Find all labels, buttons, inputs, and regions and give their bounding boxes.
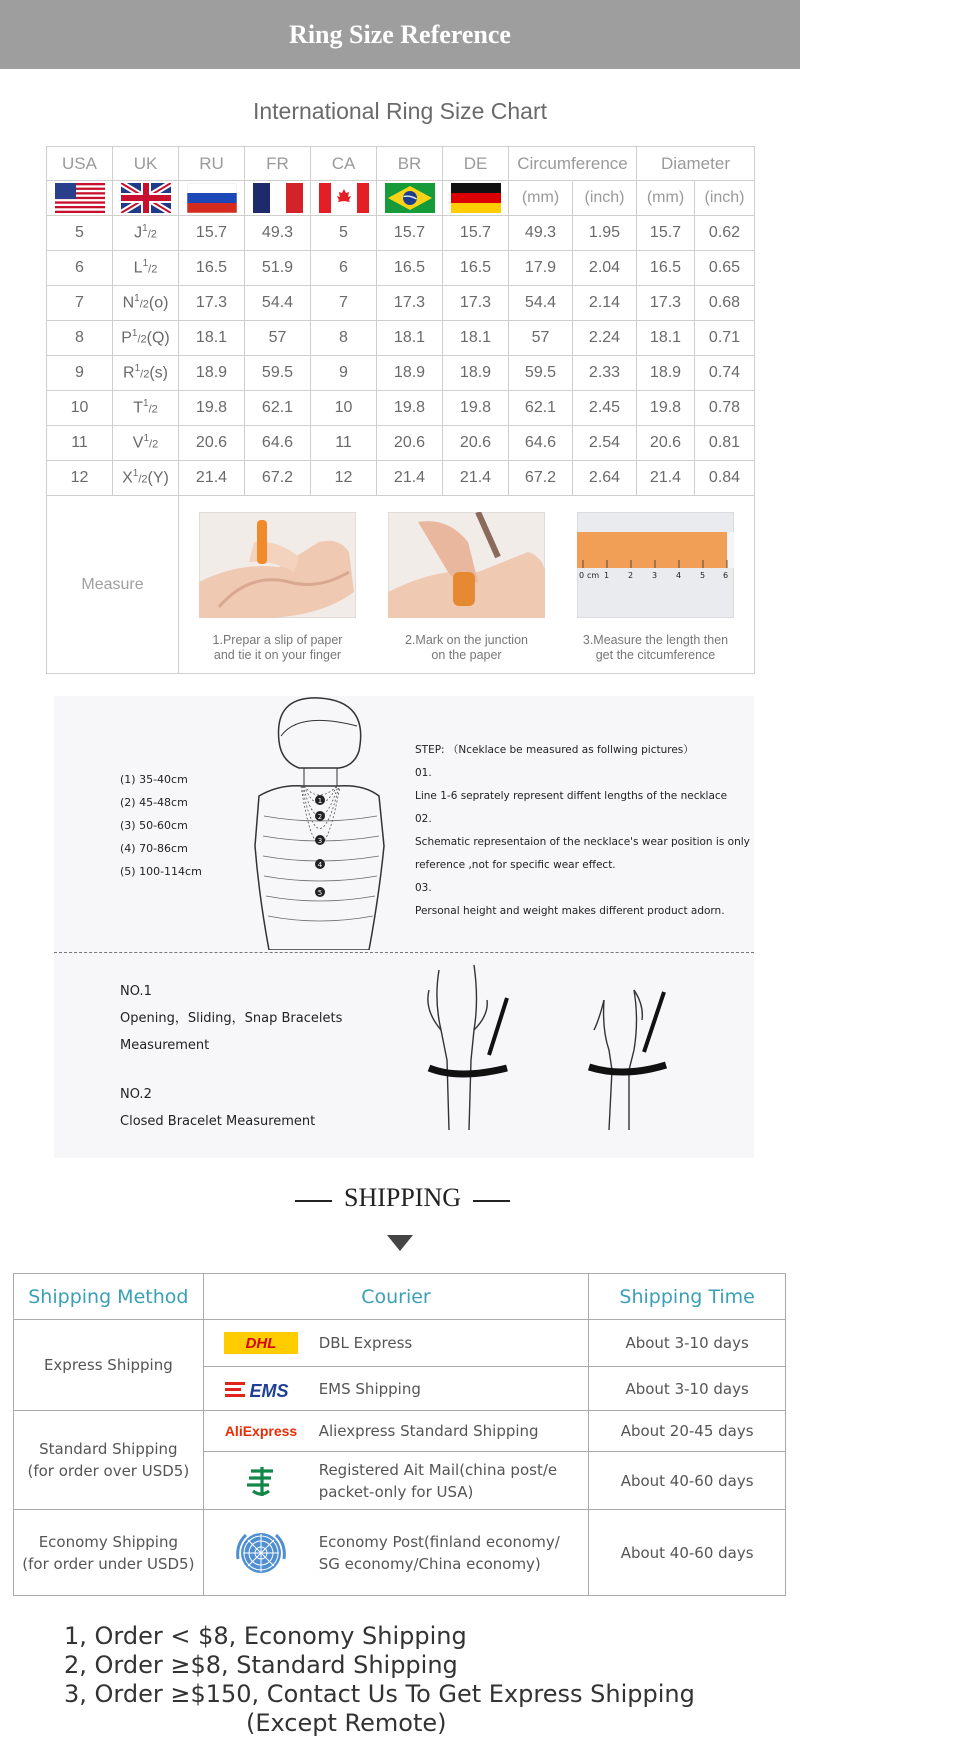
necklace-step-line: 01. [415, 767, 432, 779]
bracelet-no2: NO.2 [120, 1087, 152, 1102]
cell-circ-in: 1.95 [573, 216, 637, 251]
dhl-logo-icon [224, 1332, 298, 1354]
cell-ru: 18.1 [179, 321, 245, 356]
banner-title: Ring Size Reference [289, 19, 511, 49]
necklace-lengths [120, 768, 202, 883]
measure-step-1-line1: 1.Prepar a slip of paper [212, 633, 343, 647]
uk-half-sub: /2 [137, 333, 147, 346]
ring-size-row [47, 391, 755, 426]
cell-usa: 9 [47, 356, 113, 391]
cell-de: 16.5 [443, 251, 509, 286]
cell-circ-in: 2.45 [573, 391, 637, 426]
cell-circ-mm: 17.9 [509, 251, 573, 286]
necklace-step-line: 02. [415, 813, 432, 825]
cell-br: 20.6 [377, 426, 443, 461]
uk-alt: (Q) [146, 329, 170, 347]
cell-de: 18.9 [443, 356, 509, 391]
cell-fr: 49.3 [245, 216, 311, 251]
cell-dia-in: 0.68 [695, 286, 755, 321]
ems-logo-icon [225, 1376, 297, 1402]
uk-alt: (s) [149, 364, 168, 382]
courier-china-post [203, 1452, 589, 1510]
bracelet-instructions [120, 978, 342, 1135]
ruler-measure-icon [577, 512, 734, 618]
bracelet-no1: NO.1 [120, 984, 152, 999]
cell-de: 18.1 [443, 321, 509, 356]
header-shipping-time: Shipping Time [589, 1274, 786, 1320]
header-shipping-method: Shipping Method [14, 1274, 204, 1320]
bracelet-no1-desc1: Opening，Sliding，Snap Bracelets [120, 1011, 343, 1026]
measure-steps [179, 496, 755, 674]
header-ru: RU [179, 147, 245, 181]
courier-name-line1: Economy Post(finland economy/ [318, 1532, 560, 1551]
cell-ca: 12 [311, 461, 377, 496]
courier-name-line1: Registered Ait Mail(china post/e [318, 1460, 558, 1479]
cell-circ-in: 2.54 [573, 426, 637, 461]
courier-economy-post [203, 1510, 589, 1596]
measure-step-3 [566, 512, 746, 663]
ring-size-row [47, 216, 755, 251]
header-ca: CA [311, 147, 377, 181]
shipping-rule-3: 3, Order ≥$150, Contact Us To Get Express Shipping [64, 1680, 695, 1708]
necklace-step-title: STEP: （Nceklace be measured as follwing pictures） [415, 744, 694, 756]
cell-circ-mm: 57 [509, 321, 573, 356]
cell-circ-in: 2.14 [573, 286, 637, 321]
uk-half-sup: 1 [132, 468, 139, 480]
brazil-flag-cell [377, 181, 443, 216]
necklace-length-5: (5) 100-114cm [120, 865, 202, 878]
header-fr: FR [245, 147, 311, 181]
cell-fr: 59.5 [245, 356, 311, 391]
unit-dia-inch: (inch) [695, 181, 755, 216]
method-economy-line2: (for order under USD5) [22, 1554, 195, 1573]
shipping-time: About 3-10 days [589, 1367, 786, 1411]
uk-half-sup: 1 [142, 223, 148, 235]
cell-ru: 20.6 [179, 426, 245, 461]
method-standard-line2: (for order over USD5) [27, 1462, 190, 1480]
uk-half-sub: /2 [148, 263, 158, 276]
cell-dia-mm: 16.5 [637, 251, 695, 286]
shipping-rules [64, 1622, 695, 1738]
necklace-steps [415, 739, 750, 923]
uk-letter: R [123, 364, 135, 382]
cell-dia-in: 0.62 [695, 216, 755, 251]
courier-ems [203, 1367, 589, 1411]
ring-size-row [47, 461, 755, 496]
cell-ca: 9 [311, 356, 377, 391]
cell-dia-mm: 21.4 [637, 461, 695, 496]
cell-circ-in: 2.33 [573, 356, 637, 391]
unit-dia-mm: (mm) [637, 181, 695, 216]
cell-uk [113, 426, 179, 461]
cell-circ-in: 2.24 [573, 321, 637, 356]
canada-flag-cell [311, 181, 377, 216]
cell-dia-in: 0.74 [695, 356, 755, 391]
cell-circ-mm: 49.3 [509, 216, 573, 251]
brazil-flag-icon [385, 183, 435, 213]
necklace-marker-5: 5 [317, 889, 323, 897]
shipping-table [13, 1273, 786, 1596]
measure-step-2 [377, 512, 557, 663]
measure-step-3-line2: get the citcumference [595, 648, 716, 662]
cell-fr: 54.4 [245, 286, 311, 321]
necklace-bracelet-guide [54, 696, 754, 1158]
cell-uk [113, 391, 179, 426]
unit-circ-mm: (mm) [509, 181, 573, 216]
necklace-step-line: Line 1-6 seprately represent diffent lengths of the necklace [415, 790, 728, 802]
necklace-model-illustration-icon [219, 696, 429, 950]
uk-letter: T [133, 399, 144, 417]
uk-letter: J [134, 224, 143, 242]
necklace-length-2: (2) 45-48cm [120, 796, 188, 809]
bracelet-no2-desc: Closed Bracelet Measurement [120, 1114, 316, 1129]
cell-de: 19.8 [443, 391, 509, 426]
cell-fr: 64.6 [245, 426, 311, 461]
header-usa: USA [47, 147, 113, 181]
cell-dia-mm: 20.6 [637, 426, 695, 461]
cell-ca: 7 [311, 286, 377, 321]
uk-half-sup: 1 [134, 293, 140, 305]
ring-size-row [47, 356, 755, 391]
uk-half-sup: 1 [131, 328, 138, 340]
measure-step-3-line1: 3.Measure the length then [582, 633, 729, 647]
shipping-rule-1: 1, Order < $8, Economy Shipping [64, 1622, 467, 1650]
ems-logo-text: EMS [249, 1380, 289, 1401]
courier-name: EMS Shipping [318, 1379, 421, 1398]
cell-usa: 10 [47, 391, 113, 426]
uk-letter: N [122, 294, 135, 312]
cell-dia-mm: 18.1 [637, 321, 695, 356]
header-circumference: Circumference [509, 147, 637, 181]
necklace-length-1: (1) 35-40cm [120, 773, 188, 786]
down-arrow-icon [387, 1235, 413, 1251]
dhl-logo-text: DHL [245, 1335, 277, 1352]
header-de: DE [443, 147, 509, 181]
russia-flag-cell [179, 181, 245, 216]
bracelet-no1-desc2: Measurement [120, 1038, 210, 1053]
section-divider [54, 952, 754, 953]
aliexpress-logo-text: AliExpress [225, 1423, 298, 1439]
necklace-marker-4: 4 [317, 861, 323, 869]
courier-dhl [203, 1320, 589, 1367]
cell-circ-mm: 64.6 [509, 426, 573, 461]
uk-flag-cell [113, 181, 179, 216]
uk-half-sup: 1 [143, 398, 149, 410]
ring-size-row [47, 321, 755, 356]
cell-fr: 51.9 [245, 251, 311, 286]
cell-br: 15.7 [377, 216, 443, 251]
header-diameter: Diameter [637, 147, 755, 181]
cell-de: 21.4 [443, 461, 509, 496]
ruler-label-0: 0 [579, 571, 585, 580]
cell-fr: 67.2 [245, 461, 311, 496]
courier-name-line2: packet-only for USA) [318, 1482, 474, 1501]
finger-paper-wrap-icon [199, 512, 356, 618]
cell-fr: 57 [245, 321, 311, 356]
cell-ru: 16.5 [179, 251, 245, 286]
france-flag-icon [253, 183, 303, 213]
uk-half-sup: 1 [134, 363, 141, 375]
cell-usa: 8 [47, 321, 113, 356]
us-flag-icon [55, 183, 105, 213]
germany-flag-cell [443, 181, 509, 216]
cell-ru: 19.8 [179, 391, 245, 426]
courier-name: Aliexpress Standard Shipping [318, 1422, 539, 1440]
cell-de: 20.6 [443, 426, 509, 461]
cell-dia-in: 0.71 [695, 321, 755, 356]
cell-circ-mm: 59.5 [509, 356, 573, 391]
cell-de: 15.7 [443, 216, 509, 251]
method-express [14, 1320, 204, 1411]
ruler-label-2: 2 [628, 571, 634, 580]
ring-size-row [47, 251, 755, 286]
uk-half-sub: /2 [149, 438, 159, 451]
header-br: BR [377, 147, 443, 181]
us-flag-cell [47, 181, 113, 216]
method-economy [14, 1510, 204, 1596]
ruler-label-5: 5 [700, 571, 706, 580]
ruler-label-6: 6 [723, 571, 729, 580]
uk-alt: (Y) [147, 469, 169, 487]
cell-uk [113, 251, 179, 286]
uk-letter: L [133, 259, 143, 277]
cell-ru: 18.9 [179, 356, 245, 391]
cell-br: 16.5 [377, 251, 443, 286]
closed-bracelet-wrist-icon [584, 960, 684, 1130]
cell-dia-mm: 17.3 [637, 286, 695, 321]
shipping-time: About 40-60 days [589, 1510, 786, 1596]
uk-half-sub: /2 [148, 403, 158, 416]
measure-step-1 [188, 512, 368, 663]
cell-br: 21.4 [377, 461, 443, 496]
method-economy-line1: Economy Shipping [38, 1532, 178, 1551]
uk-flag-icon [121, 183, 171, 213]
ring-size-row [47, 426, 755, 461]
ring-size-rows [47, 216, 755, 496]
cell-ru: 17.3 [179, 286, 245, 321]
cell-usa: 6 [47, 251, 113, 286]
method-standard [14, 1411, 204, 1510]
ruler-label-cm: cm [587, 571, 600, 580]
cell-ca: 11 [311, 426, 377, 461]
china-post-logo-icon [243, 1463, 279, 1499]
measure-step-2-line1: 2.Mark on the junction [405, 633, 528, 647]
cell-circ-mm: 67.2 [509, 461, 573, 496]
shipping-rule-2: 2, Order ≥$8, Standard Shipping [64, 1651, 458, 1679]
ring-size-table [46, 146, 755, 674]
russia-flag-icon [187, 183, 237, 213]
aliexpress-logo-icon [219, 1421, 303, 1441]
page-banner [0, 0, 800, 69]
cell-dia-in: 0.65 [695, 251, 755, 286]
necklace-marker-1: 1 [317, 797, 323, 805]
cell-usa: 7 [47, 286, 113, 321]
uk-letter: X [122, 469, 133, 487]
courier-aliexpress [203, 1411, 589, 1452]
courier-name-line2: SG economy/China economy) [318, 1554, 541, 1573]
cell-dia-mm: 15.7 [637, 216, 695, 251]
cell-dia-in: 0.78 [695, 391, 755, 426]
measure-label: Measure [47, 496, 179, 674]
uk-letter: V [132, 434, 144, 452]
cell-br: 17.3 [377, 286, 443, 321]
necklace-marker-2: 2 [317, 813, 323, 821]
open-bracelet-wrist-icon [419, 960, 519, 1130]
cell-ca: 10 [311, 391, 377, 426]
cell-dia-mm: 19.8 [637, 391, 695, 426]
cell-usa: 11 [47, 426, 113, 461]
shipping-time: About 3-10 days [589, 1320, 786, 1367]
cell-br: 18.9 [377, 356, 443, 391]
necklace-marker-3: 3 [317, 837, 323, 845]
shipping-title-text: SHIPPING [343, 1183, 462, 1212]
canada-flag-icon [319, 183, 369, 213]
uk-half-sup: 1 [143, 433, 150, 445]
cell-ca: 5 [311, 216, 377, 251]
cell-dia-in: 0.81 [695, 426, 755, 461]
necklace-step-line: Personal height and weight makes different product adorn. [415, 905, 725, 917]
header-uk: UK [113, 147, 179, 181]
uk-half-sub: /2 [140, 368, 150, 381]
uk-half-sup: 1 [142, 258, 149, 270]
cell-usa: 5 [47, 216, 113, 251]
shipping-title [295, 1183, 510, 1213]
unit-circ-inch: (inch) [573, 181, 637, 216]
cell-uk [113, 356, 179, 391]
cell-circ-in: 2.64 [573, 461, 637, 496]
cell-ca: 6 [311, 251, 377, 286]
finger-mark-junction-icon [388, 512, 545, 618]
cell-circ-mm: 62.1 [509, 391, 573, 426]
necklace-step-line: 03. [415, 882, 432, 894]
method-express-line1: Express Shipping [43, 1356, 173, 1374]
cell-uk [113, 286, 179, 321]
shipping-time: About 40-60 days [589, 1452, 786, 1510]
measure-step-2-line2: on the paper [431, 648, 502, 662]
cell-ru: 21.4 [179, 461, 245, 496]
cell-ca: 8 [311, 321, 377, 356]
cell-uk [113, 461, 179, 496]
cell-fr: 62.1 [245, 391, 311, 426]
ruler-label-4: 4 [676, 571, 682, 580]
france-flag-cell [245, 181, 311, 216]
courier-name: DBL Express [318, 1334, 413, 1352]
cell-uk [113, 321, 179, 356]
cell-circ-in: 2.04 [573, 251, 637, 286]
ring-chart-title: International Ring Size Chart [252, 98, 548, 124]
cell-de: 17.3 [443, 286, 509, 321]
necklace-step-line: reference ,not for specific wear effect. [415, 859, 616, 871]
measure-step-1-line2: and tie it on your finger [213, 648, 342, 662]
method-standard-line1: Standard Shipping [39, 1440, 178, 1458]
uk-alt: (o) [148, 294, 169, 312]
germany-flag-icon [451, 183, 501, 213]
ring-size-row [47, 286, 755, 321]
cell-dia-mm: 18.9 [637, 356, 695, 391]
un-emblem-icon [234, 1529, 288, 1577]
necklace-length-4: (4) 70-86cm [120, 842, 188, 855]
cell-br: 19.8 [377, 391, 443, 426]
necklace-step-line: Schematic representaion of the necklace's wear position is only [415, 836, 750, 848]
header-courier: Courier [203, 1274, 589, 1320]
uk-half-sub: /2 [138, 473, 148, 486]
ruler-label-3: 3 [652, 571, 658, 580]
cell-circ-mm: 54.4 [509, 286, 573, 321]
uk-half-sub: /2 [139, 298, 149, 311]
shipping-rule-note: (Except Remote) [246, 1709, 447, 1737]
cell-dia-in: 0.84 [695, 461, 755, 496]
shipping-time: About 20-45 days [589, 1411, 786, 1452]
uk-half-sub: /2 [147, 228, 157, 241]
cell-usa: 12 [47, 461, 113, 496]
uk-letter: P [121, 329, 132, 347]
cell-br: 18.1 [377, 321, 443, 356]
cell-uk [113, 216, 179, 251]
necklace-length-3: (3) 50-60cm [120, 819, 188, 832]
cell-ru: 15.7 [179, 216, 245, 251]
ruler-label-1: 1 [604, 571, 610, 580]
